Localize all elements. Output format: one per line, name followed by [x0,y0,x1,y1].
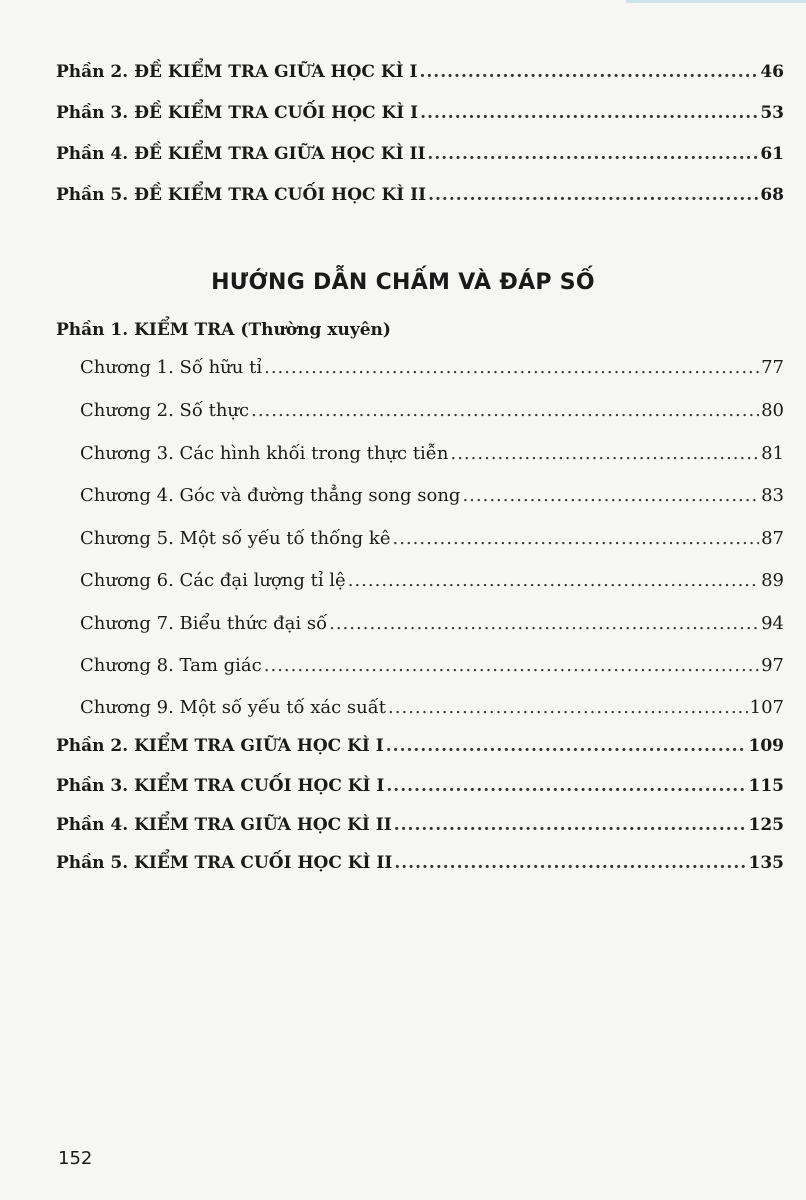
chapter-page: 80 [761,400,784,421]
chapter-entry[interactable] [80,613,784,643]
chapter-page: 87 [761,528,784,549]
leader-dots [264,655,759,676]
toc-entry[interactable] [56,853,784,883]
leader-dots [329,613,759,634]
page-number: 152 [58,1148,93,1169]
chapter-label: Chương 7. Biểu thức đại số [80,613,328,634]
leader-dots [388,697,748,718]
chapter-label: Chương 4. Góc và đường thẳng song song [80,485,461,506]
toc-entry-label: Phần 3. KIỂM TRA CUỐI HỌC KÌ I [56,776,385,796]
chapter-page: 94 [761,613,784,634]
toc-entry-page: 135 [748,853,784,873]
toc-entry[interactable] [56,62,784,92]
chapter-entry[interactable] [80,697,784,727]
toc-entry-label: Phần 3. ĐỀ KIỂM TRA CUỐI HỌC KÌ I [56,103,419,123]
toc-entry-page: 115 [748,776,784,796]
toc-entry[interactable] [56,776,784,806]
part1-label: Phần 1. KIỂM TRA (Thường xuyên) [56,320,391,340]
top-edge-strip [626,0,806,3]
chapter-entry[interactable] [80,528,784,558]
chapter-page: 77 [761,357,784,378]
chapter-label: Chương 5. Một số yếu tố thống kê [80,528,391,549]
chapter-page: 89 [761,570,784,591]
chapter-label: Chương 3. Các hình khối trong thực tiễn [80,443,449,464]
toc-entry-label: Phần 4. ĐỀ KIỂM TRA GIỮA HỌC KÌ II [56,144,426,164]
chapter-entry[interactable] [80,485,784,515]
toc-entry[interactable] [56,103,784,133]
leader-dots [428,185,758,205]
leader-dots [264,357,759,378]
leader-dots [419,62,758,82]
toc-entry-page: 61 [760,144,784,164]
toc-entry-page: 109 [748,736,784,756]
toc-entry-page: 53 [760,103,784,123]
section-heading: HƯỚNG DẪN CHẤM VÀ ĐÁP SỐ [211,270,595,295]
chapter-entry[interactable] [80,443,784,473]
leader-dots [348,570,759,591]
chapter-entry[interactable] [80,357,784,387]
toc-entry[interactable] [56,185,784,215]
chapter-entry[interactable] [80,400,784,430]
chapter-entry[interactable] [80,655,784,685]
toc-entry-page: 125 [748,815,784,835]
toc-entry-label: Phần 5. ĐỀ KIỂM TRA CUỐI HỌC KÌ II [56,185,427,205]
toc-entry-label: Phần 2. ĐỀ KIỂM TRA GIỮA HỌC KÌ I [56,62,418,82]
chapter-label: Chương 1. Số hữu tỉ [80,357,263,378]
chapter-page: 83 [761,485,784,506]
chapter-entry[interactable] [80,570,784,600]
chapter-label: Chương 6. Các đại lượng tỉ lệ [80,570,346,591]
toc-entry[interactable] [56,736,784,766]
toc-entry[interactable] [56,815,784,845]
leader-dots [462,485,759,506]
leader-dots [386,736,747,756]
chapter-label: Chương 8. Tam giác [80,655,262,676]
toc-entry-label: Phần 5. KIỂM TRA CUỐI HỌC KÌ II [56,853,393,873]
chapter-label: Chương 2. Số thực [80,400,250,421]
chapter-page: 81 [761,443,784,464]
leader-dots [427,144,758,164]
chapter-label: Chương 9. Một số yếu tố xác suất [80,697,387,718]
leader-dots [392,528,759,549]
chapter-page: 97 [761,655,784,676]
leader-dots [420,103,758,123]
leader-dots [394,853,746,873]
toc-entry-label: Phần 2. KIỂM TRA GIỮA HỌC KÌ I [56,736,384,756]
toc-entry-label: Phần 4. KIỂM TRA GIỮA HỌC KÌ II [56,815,392,835]
leader-dots [386,776,746,796]
leader-dots [251,400,759,421]
chapter-page: 107 [749,697,784,718]
toc-entry[interactable] [56,144,784,174]
leader-dots [394,815,747,835]
leader-dots [450,443,759,464]
toc-entry-page: 68 [760,185,784,205]
toc-entry-page: 46 [760,62,784,82]
